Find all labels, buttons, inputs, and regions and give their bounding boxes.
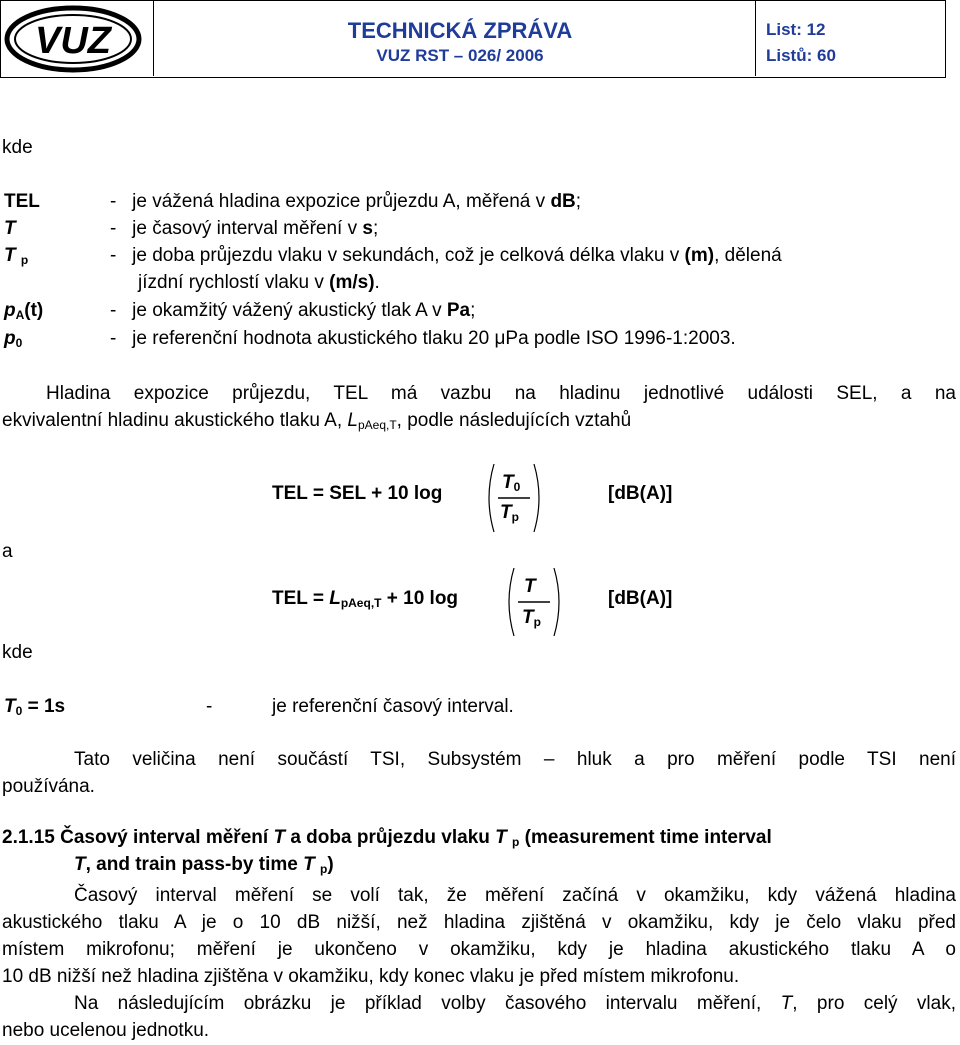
- logo-cell: [1, 1, 154, 76]
- para1-line1: Hladina expozice průjezdu, TEL má vazbu na hladinu jednotlivé události SEL, a na: [46, 383, 956, 404]
- eq2-numerator: T: [524, 576, 536, 597]
- def-tp: - je doba průjezdu vlaku v sekundách, což je celková délka vlaku v (m), dělená: [110, 245, 782, 266]
- def-sym-tel: TEL: [4, 191, 40, 212]
- eq1-unit: [dB(A)]: [608, 483, 673, 504]
- kde-label-2: kde: [2, 642, 33, 663]
- def-tp-cont: jízdní rychlostí vlaku v (m/s).: [138, 272, 380, 293]
- sheet-count: Listů: 60: [766, 46, 836, 65]
- sheet-number: List: 12: [766, 20, 826, 39]
- eq1-denominator: $T_p$: [500, 502, 519, 524]
- para4-line2: nebo ucelenou jednotku.: [2, 1020, 210, 1041]
- def-sym-t: T: [4, 218, 16, 239]
- def-pa: - je okamžitý vážený akustický tlak A v Pa;: [110, 300, 476, 321]
- eq2-lhs: TEL = $L_{pAeq,T} + 10$ log: [272, 588, 459, 610]
- section-heading-line2: T, and train pass-by time T $_p$): [74, 854, 334, 876]
- def-p0: - je referenční hodnota akustického tlaku 20 μPa podle ISO 1996-1:2003.: [110, 328, 736, 349]
- report-title: TECHNICKÁ ZPRÁVA: [347, 18, 573, 43]
- eq2-unit: [dB(A)]: [608, 588, 673, 609]
- eq1-lhs: TEL = SEL + 10 log: [272, 483, 443, 504]
- svg-text:VUZ: VUZ: [35, 20, 111, 62]
- eq2-denominator: $T_p$: [522, 607, 541, 629]
- def-tel: - je vážená hladina expozice průjezdu A, měřená v dB;: [110, 191, 582, 212]
- para3-line1: Časový interval měření se volí tak, že měření začíná v okamžiku, kdy vážená hladina: [74, 885, 956, 906]
- para3-line3: místem mikrofonu; měření je ukončeno v okamžiku, kdy je hladina akustického tlaku A o: [2, 939, 956, 960]
- def-sym-pa: $p_A(t)$: [4, 300, 44, 322]
- para4-line1: Na následujícím obrázku je příklad volby časového intervalu měření, T, pro celý vlak,: [74, 993, 956, 1014]
- para2-line2: používána.: [2, 776, 95, 797]
- report-number: VUZ RST – 026/ 2006: [376, 46, 544, 65]
- def-t: - je časový interval měření v s;: [110, 218, 379, 239]
- section-heading: 2.1.15 Časový interval měření T a doba průjezdu vlaku T $_p$ (measurement time interval: [2, 827, 772, 849]
- def-sym-p0: $p_0$: [4, 328, 23, 350]
- a-label: a: [2, 541, 13, 562]
- t0-text: je referenční časový interval.: [272, 696, 514, 717]
- para3-line4: 10 dB nižší než hladina zjištěna v okamžiku, kdy konec vlaku je před místem mikrofonu.: [2, 966, 740, 987]
- para3-line2: akustického tlaku A je o 10 dB nižší, než hladina zjištěná v okamžiku, kdy je čelo vlaku před: [2, 912, 956, 933]
- kde-label: kde: [2, 137, 33, 158]
- eq1-numerator: $T_0$: [502, 472, 521, 494]
- def-sym-tp: T $_p$: [4, 245, 29, 267]
- para1-line2: ekvivalentní hladinu akustického tlaku A, $L_{pAeq,T}$, podle následujících vztahů: [2, 410, 632, 432]
- vuz-logo: [1, 1, 151, 76]
- para2-line1: Tato veličina není součástí TSI, Subsystém – hluk a pro měření podle TSI není: [74, 749, 956, 770]
- t0-sym: $T_0 = 1s$: [4, 696, 66, 718]
- t0-dash: -: [206, 696, 213, 717]
